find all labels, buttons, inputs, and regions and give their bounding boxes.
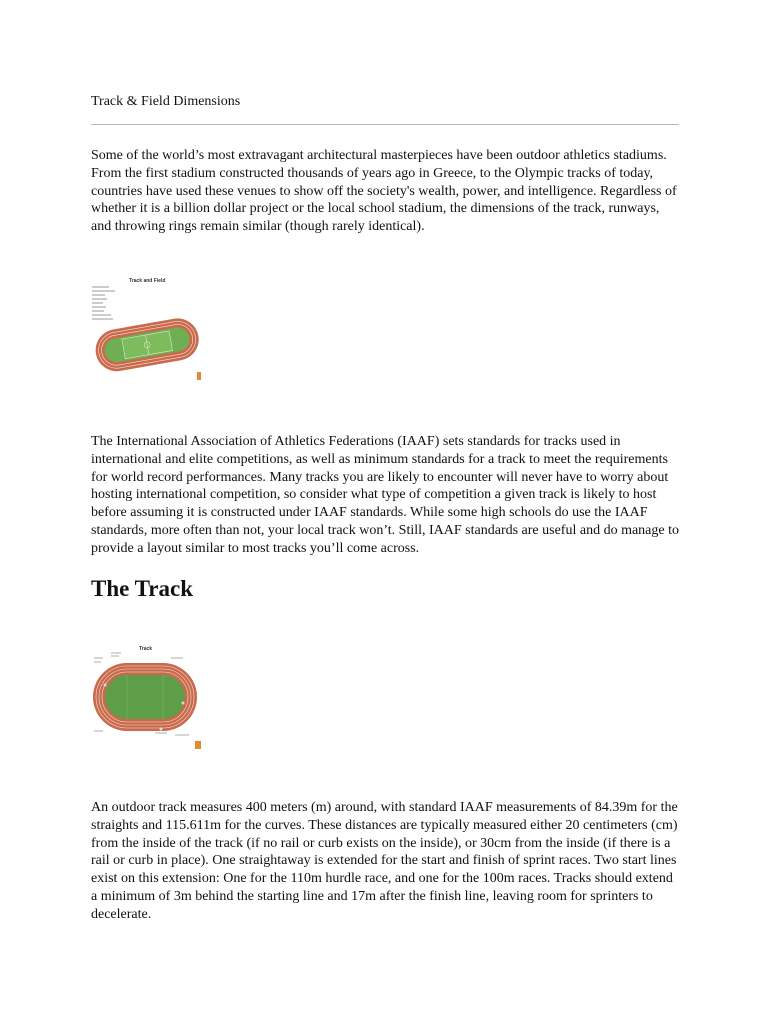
- track-and-field-diagram: [91, 272, 201, 382]
- track-and-field-illustration: [91, 272, 201, 382]
- track-dimensions-paragraph: An outdoor track measures 400 meters (m) around, with standard IAAF measurements of 84.39m for the straights and 115.611m for the curves. These distances are typically measured either 20 centimeters (cm) from the inside of the track (if no rail or curb exists on the inside), or 30cm from the inside (if there is a rail or curb in place). One straightaway is extended for the start and finish of sprint races. Two start lines exist on this extension: One for the 110m hurdle race, and one for the 100m races. Tracks should extend a minimum of 3m behind the starting line and 17m after the finish line, leaving room for sprinters to decelerate.: [91, 800, 678, 922]
- figure-2-edge-mark: [195, 741, 201, 749]
- figure-1-track: [92, 315, 201, 374]
- track-diagram: [91, 641, 201, 751]
- section-heading-the-track: The Track: [91, 576, 194, 601]
- figure-1-legend: [92, 287, 115, 319]
- figure-2-caption: Track: [139, 646, 153, 652]
- document-title: Track & Field Dimensions: [91, 94, 241, 109]
- title-divider: [91, 124, 679, 125]
- track-illustration: [91, 641, 201, 751]
- figure-1-edge-mark: [197, 372, 201, 380]
- iaaf-paragraph: The International Association of Athletics Federations (IAAF) sets standards for tracks used in international and elite competitions, as well as minimum standards for a track to meet the requirements for world record performances. Many tracks you are likely to encounter will never have to worry about hosting international competition, so consider what type of competition a given track is likely to host before assuming it is constructed under IAAF standards. While some high schools do use the IAAF standards, more often than not, your local track won’t. Still, IAAF standards are useful and do manage to provide a layout similar to most tracks you’ll come across.: [91, 434, 679, 556]
- figure-2-track: [93, 663, 197, 731]
- intro-paragraph: Some of the world’s most extravagant architectural masterpieces have been outdoor athletics stadiums. From the first stadium constructed thousands of years ago in Greece, to the Olympic tracks of today, countries have used these venues to show off the society's wealth, power, and intelligence. Regardless of whether it is a billion dollar project or the local school stadium, the dimensions of the track, runways, and throwing rings remain similar (though rarely identical).: [91, 148, 677, 235]
- figure-1-caption: Track and Field: [129, 278, 166, 284]
